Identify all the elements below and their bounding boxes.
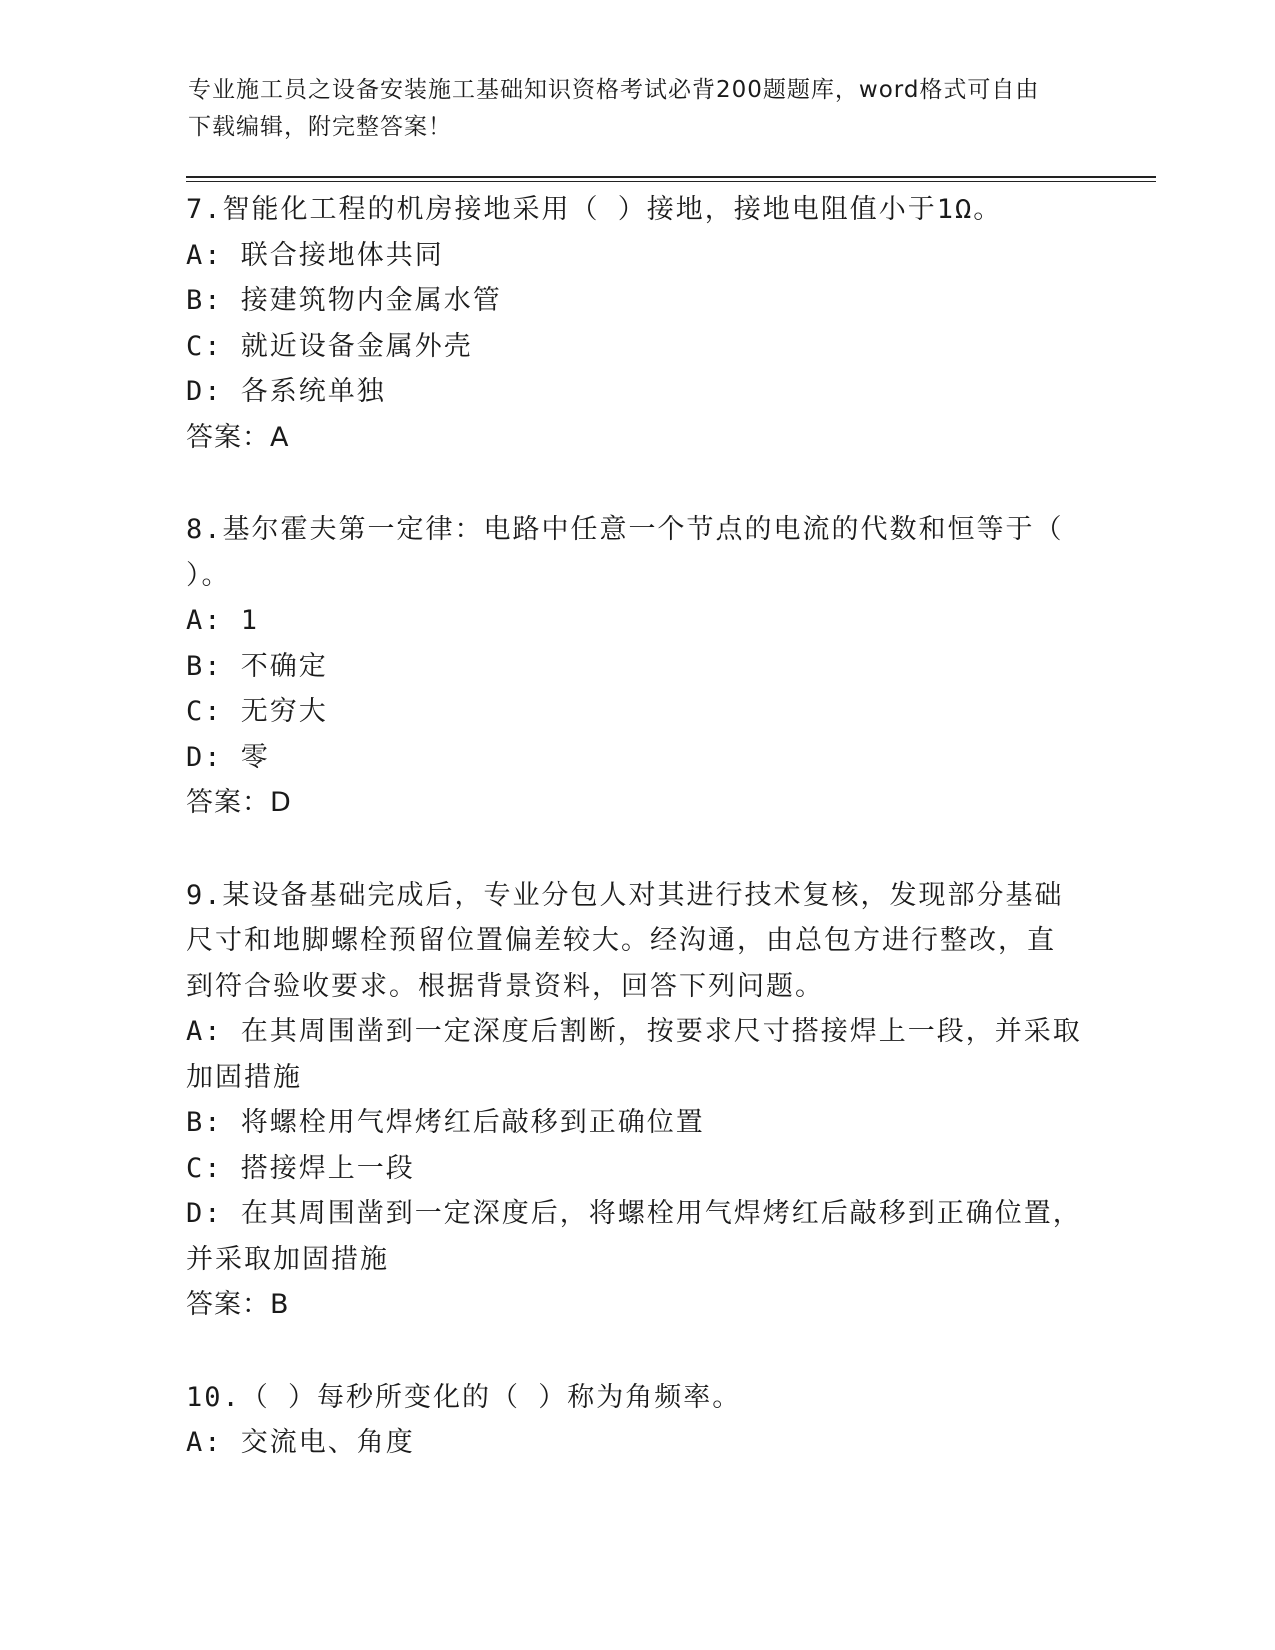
option-d: D: 零 bbox=[186, 741, 270, 773]
question-stem-continued: 尺寸和地脚螺栓预留位置偏差较大。经沟通，由总包方进行整改，直 bbox=[186, 925, 1056, 956]
option-b: B: 不确定 bbox=[186, 650, 328, 682]
option-a: A: 联合接地体共同 bbox=[186, 239, 444, 271]
option-d: D: 各系统单独 bbox=[186, 376, 386, 407]
header-line-1: 专业施工员之设备安装施工基础知识资格考试必背200题题库，word格式可自由 bbox=[188, 77, 1040, 103]
option-d-continued: 并采取加固措施 bbox=[186, 1243, 389, 1275]
question-7 bbox=[186, 187, 1086, 460]
question-8 bbox=[186, 507, 1086, 826]
header-divider bbox=[186, 176, 1156, 182]
option-d: D: 在其周围凿到一定深度后，将螺栓用气焊烤红后敲移到正确位置， bbox=[186, 1198, 1082, 1229]
question-stem: 7.智能化工程的机房接地采用（ ）接地，接地电阻值小于1Ω。 bbox=[186, 194, 1003, 225]
question-stem: 10.（ ）每秒所变化的（ ）称为角频率。 bbox=[186, 1381, 742, 1413]
option-c: C: 就近设备金属外壳 bbox=[186, 330, 473, 362]
option-a-continued: 加固措施 bbox=[186, 1061, 302, 1093]
header-line-2: 下载编辑，附完整答案！ bbox=[188, 114, 452, 140]
option-c: C: 无穷大 bbox=[186, 696, 328, 727]
question-list bbox=[186, 187, 1086, 1513]
option-b: B: 将螺栓用气焊烤红后敲移到正确位置 bbox=[186, 1107, 705, 1138]
answer: 答案：B bbox=[186, 1289, 290, 1320]
option-a: A: 在其周围凿到一定深度后割断，按要求尺寸搭接焊上一段，并采取 bbox=[186, 1016, 1082, 1047]
option-c: C: 搭接焊上一段 bbox=[186, 1152, 415, 1184]
document-header bbox=[188, 72, 1088, 146]
question-stem: 8.基尔霍夫第一定律：电路中任意一个节点的电流的代数和恒等于（ bbox=[186, 514, 1064, 545]
question-stem-continued: ）。 bbox=[186, 559, 231, 591]
option-a: A: 1 bbox=[186, 605, 260, 636]
option-a: A: 交流电、角度 bbox=[186, 1427, 415, 1458]
question-10 bbox=[186, 1375, 1086, 1466]
answer: 答案：D bbox=[186, 787, 292, 818]
question-stem-continued: 到符合验收要求。根据背景资料，回答下列问题。 bbox=[186, 970, 824, 1002]
option-b: B: 接建筑物内金属水管 bbox=[186, 285, 502, 316]
question-9 bbox=[186, 873, 1086, 1328]
answer: 答案：A bbox=[186, 421, 290, 453]
question-stem: 9.某设备基础完成后，专业分包人对其进行技术复核，发现部分基础 bbox=[186, 879, 1064, 911]
